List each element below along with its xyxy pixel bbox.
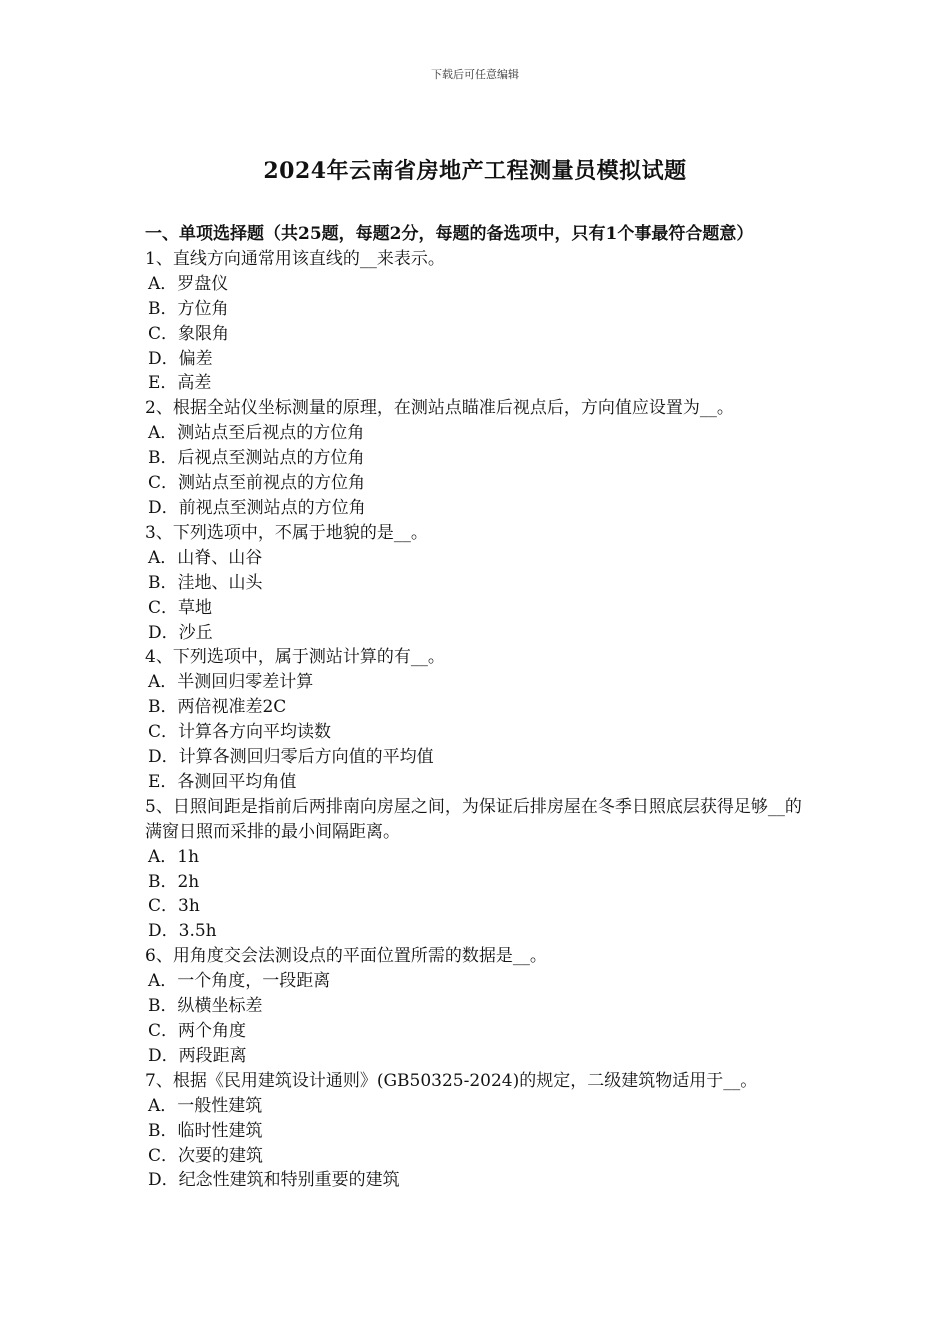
question-block (145, 396, 810, 521)
answer-option: E．各测回平均角值 (148, 771, 297, 792)
answer-option: B．洼地、山头 (148, 572, 263, 593)
answer-option: D．沙丘 (148, 622, 213, 643)
answer-option: C．草地 (148, 597, 213, 618)
answer-option: B．方位角 (148, 298, 229, 319)
answer-option: C．象限角 (148, 323, 230, 344)
question-list (145, 247, 810, 1193)
answer-option: B．纵横坐标差 (148, 996, 263, 1017)
answer-option: C．3h (148, 896, 200, 917)
answer-option: A．一般性建筑 (148, 1095, 263, 1116)
answer-option: D．两段距离 (148, 1045, 247, 1066)
answer-option: C．计算各方向平均读数 (148, 722, 332, 743)
question-block (145, 1069, 810, 1194)
document-title: 2024年云南省房地产工程测量员模拟试题 (263, 158, 687, 184)
question-text: 2、根据全站仪坐标测量的原理，在测站点瞄准后视点后，方向值应设置为__。 (145, 398, 734, 419)
answer-option: E．高差 (148, 373, 212, 394)
answer-option: B．临时性建筑 (148, 1120, 263, 1141)
question-text: 7、根据《民用建筑设计通则》(GB50325-2024)的规定，二级建筑物适用于__。 (145, 1070, 758, 1091)
answer-option: A．半测回归零差计算 (148, 672, 314, 693)
answer-option: D．计算各测回归零后方向值的平均值 (148, 747, 434, 768)
question-block (145, 944, 810, 1069)
answer-option: A．测站点至后视点的方位角 (148, 423, 365, 444)
question-block (145, 247, 810, 396)
answer-option: D．纪念性建筑和特别重要的建筑 (148, 1170, 400, 1191)
document-body (145, 222, 810, 1193)
question-text: 4、下列选项中，属于测站计算的有__。 (145, 647, 445, 668)
answer-option: D．前视点至测站点的方位角 (148, 497, 366, 518)
question-text: 3、下列选项中，不属于地貌的是__。 (145, 522, 428, 543)
section-heading: 一、单项选择题（共25题，每题2分，每题的备选项中，只有1个事最符合题意） (145, 224, 754, 244)
answer-option: D．偏差 (148, 348, 213, 369)
question-text: 5、日照间距是指前后两排南向房屋之间，为保证后排房屋在冬季日照底层获得足够__的满窗日照而采排的最小间隔距离。 (145, 796, 802, 842)
answer-option: A．1h (148, 846, 200, 867)
answer-option: C．次要的建筑 (148, 1145, 264, 1166)
answer-option: B．两倍视准差2C (148, 697, 287, 718)
answer-option: A．罗盘仪 (148, 273, 229, 294)
question-text: 1、直线方向通常用该直线的__来表示。 (145, 248, 445, 269)
question-block (145, 521, 810, 646)
answer-option: A．山脊、山谷 (148, 547, 263, 568)
answer-option: B．2h (148, 871, 200, 892)
answer-option: D．3.5h (148, 921, 217, 942)
question-text: 6、用角度交会法测设点的平面位置所需的数据是__。 (145, 946, 547, 967)
answer-option: C．两个角度 (148, 1021, 247, 1041)
answer-option: C．测站点至前视点的方位角 (148, 473, 366, 494)
answer-option: B．后视点至测站点的方位角 (148, 448, 365, 469)
header-note: 下载后可任意编辑 (431, 68, 519, 81)
answer-option: A．一个角度，一段距离 (148, 971, 331, 992)
question-block (145, 795, 810, 944)
question-block (145, 645, 810, 794)
